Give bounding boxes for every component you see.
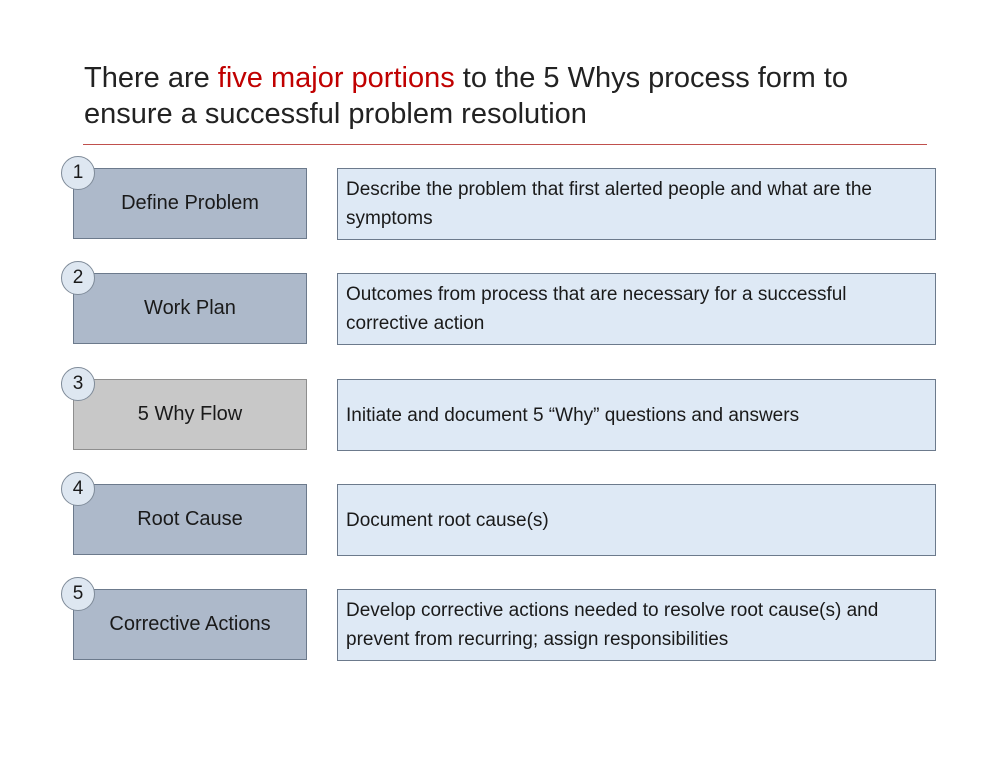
step-work-plan: [0, 267, 1008, 349]
step-5-why-flow: [0, 373, 1008, 455]
step-description-box: [337, 589, 936, 661]
step-label: 5 Why Flow: [137, 403, 243, 425]
step-description: Outcomes from process that are necessary for a successful corrective action: [346, 284, 847, 334]
step-label: Root Cause: [137, 508, 243, 530]
step-description-box: [337, 273, 936, 345]
step-number-badge: 2: [61, 261, 95, 295]
step-define-problem: [0, 162, 1008, 244]
step-description: Develop corrective actions needed to resolve root cause(s) and prevent from recurring; assign responsibilities: [346, 600, 879, 650]
step-description: Describe the problem that first alerted people and what are the symptoms: [346, 179, 872, 229]
step-description-box: [337, 379, 936, 451]
step-corrective-actions: [0, 583, 1008, 665]
step-label: Work Plan: [144, 297, 236, 319]
step-label-box: [73, 273, 307, 344]
step-number-badge: 5: [61, 577, 95, 611]
step-label: Define Problem: [121, 192, 259, 214]
title-highlight: five major portions: [217, 62, 455, 94]
title-divider: [83, 144, 927, 145]
step-root-cause: [0, 478, 1008, 560]
step-label-box: [73, 168, 307, 239]
title-suffix: to the 5 Whys process form to ensure a successful problem resolution: [84, 62, 848, 130]
step-label-box: [73, 484, 307, 555]
title-prefix: There are: [84, 62, 218, 94]
step-description: Initiate and document 5 “Why” questions and answers: [346, 404, 800, 426]
step-description-box: [337, 484, 936, 556]
step-label: Corrective Actions: [109, 613, 271, 635]
step-description-box: [337, 168, 936, 240]
step-description: Document root cause(s): [346, 509, 549, 531]
step-number-badge: 1: [61, 156, 95, 190]
step-number-badge: 4: [61, 472, 95, 506]
step-number-badge: 3: [61, 367, 95, 401]
step-label-box: [73, 589, 307, 660]
step-label-box: [73, 379, 307, 450]
page-title: [84, 60, 944, 132]
